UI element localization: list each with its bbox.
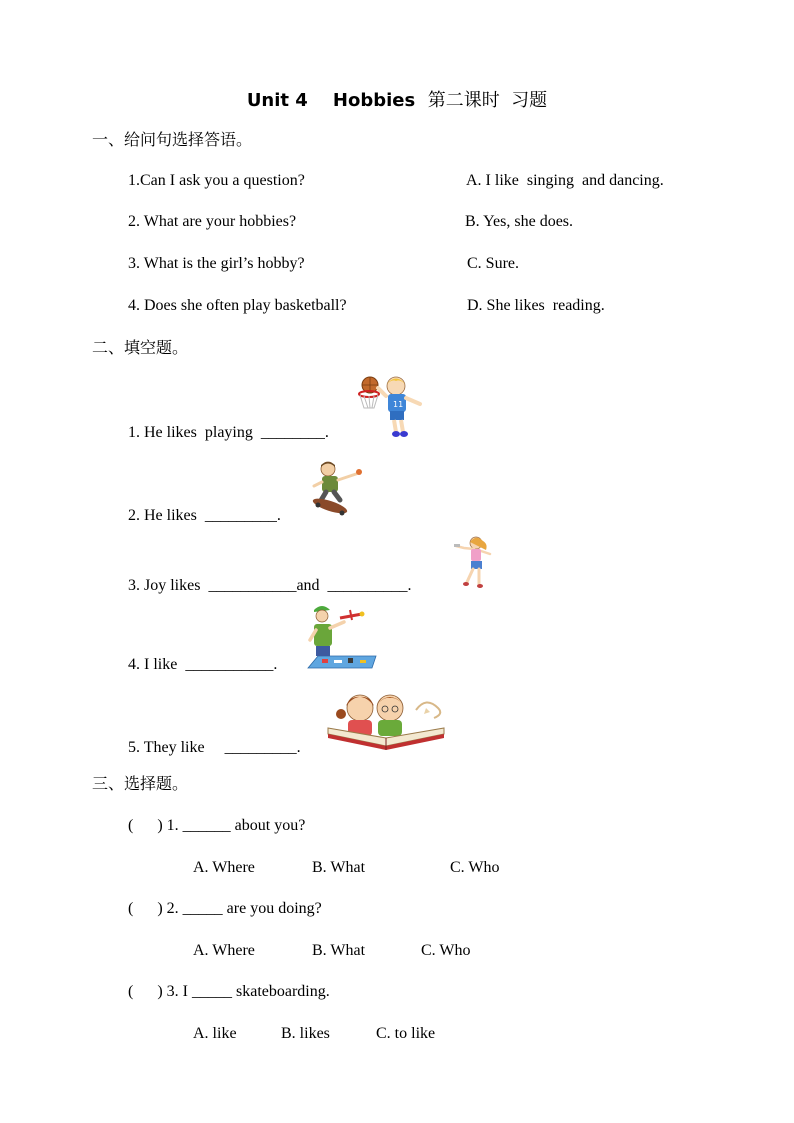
s3-q2-option-c: C. Who bbox=[421, 942, 471, 959]
section1-heading: 一、给问句选择答语。 bbox=[92, 130, 253, 149]
skateboard-boy-icon bbox=[306, 460, 366, 518]
s2-item-2: 2. He likes _________. bbox=[128, 507, 281, 524]
s3-q1-option-a: A. Where bbox=[193, 859, 255, 876]
s3-question-3: ( ) 3. I _____ skateboarding. bbox=[128, 983, 330, 1000]
model-plane-boy-icon bbox=[304, 604, 378, 672]
s1-question-2: 2. What are your hobbies? bbox=[128, 213, 297, 230]
s1-question-1: 1.Can I ask you a question? bbox=[128, 172, 305, 189]
s1-answer-d: D. She likes reading. bbox=[467, 297, 605, 314]
s3-q3-option-a: A. like bbox=[193, 1025, 237, 1042]
s1-answer-b: B. Yes, she does. bbox=[465, 213, 574, 230]
s2-item-1: 1. He likes playing ________. bbox=[128, 424, 329, 441]
basketball-boy-icon bbox=[356, 374, 428, 440]
s3-q1-option-c: C. Who bbox=[450, 859, 500, 876]
dancing-girl-icon bbox=[452, 534, 496, 592]
s1-question-4: 4. Does she often play basketball? bbox=[128, 297, 347, 314]
s3-q2-option-b: B. What bbox=[312, 942, 366, 959]
title-topic: Hobbies bbox=[332, 90, 416, 111]
s3-q3-option-b: B. likes bbox=[281, 1025, 330, 1042]
s1-answer-a: A. I like singing and dancing. bbox=[466, 172, 664, 189]
section3-heading: 三、选择题。 bbox=[92, 774, 189, 793]
reading-kids-icon bbox=[326, 688, 448, 754]
s2-item-3: 3. Joy likes ___________and __________. bbox=[128, 577, 412, 594]
title-unit: Unit 4 bbox=[246, 90, 308, 111]
s1-question-3: 3. What is the girl’s hobby? bbox=[128, 255, 305, 272]
s2-item-5: 5. They like _________. bbox=[128, 739, 301, 756]
section2-heading: 二、填空题。 bbox=[92, 338, 189, 357]
s3-question-1: ( ) 1. ______ about you? bbox=[128, 817, 306, 834]
page-title bbox=[0, 86, 794, 112]
title-lesson: 第二课时 习题 bbox=[427, 90, 548, 111]
s3-q2-option-a: A. Where bbox=[193, 942, 255, 959]
s1-answer-c: C. Sure. bbox=[467, 255, 519, 272]
s3-q3-option-c: C. to like bbox=[376, 1025, 436, 1042]
s2-item-4: 4. I like ___________. bbox=[128, 656, 278, 673]
s3-question-2: ( ) 2. _____ are you doing? bbox=[128, 900, 322, 917]
s3-q1-option-b: B. What bbox=[312, 859, 366, 876]
svg-text:11: 11 bbox=[393, 400, 404, 409]
